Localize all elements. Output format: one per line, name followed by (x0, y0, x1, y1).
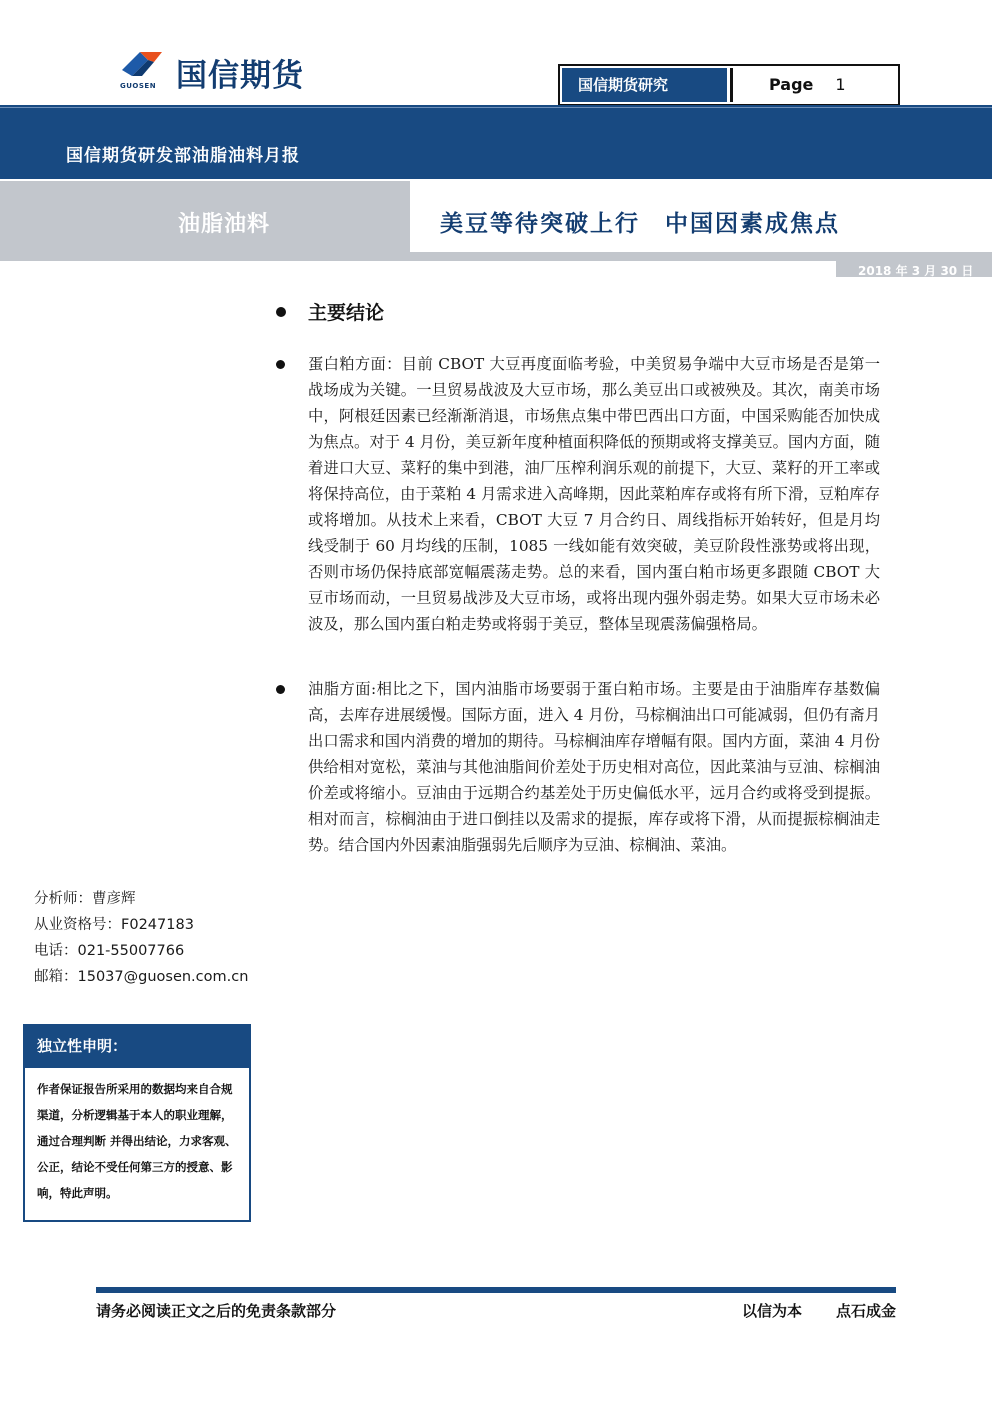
declaration-body: 作者保证报告所采用的数据均来自合规渠道，分析逻辑基于本人的职业理解，通过合理判断 并得出结论，力求客观、公正，结论不受任何第三方的授意、影响，特此声明。 (37, 1082, 237, 1200)
analyst-cert-label: 从业资格号： (34, 917, 121, 933)
bullet-icon (276, 685, 285, 694)
analyst-email-label: 邮箱： (34, 969, 78, 985)
report-title: 美豆等待突破上行 中国因素成焦点 (440, 210, 840, 237)
footer-divider (96, 1287, 896, 1293)
analyst-phone-label: 电话： (34, 943, 78, 959)
analyst-email: 15037@guosen.com.cn (77, 969, 249, 985)
bullet-icon (276, 360, 285, 369)
analyst-email-line (34, 964, 248, 990)
research-label: 国信期货研究 (562, 68, 727, 102)
section-band (0, 181, 992, 261)
analyst-name: 曹彦辉 (92, 891, 136, 907)
report-banner (0, 105, 992, 179)
main-conclusions-heading (276, 298, 384, 325)
banner-divider (0, 107, 992, 108)
analyst-name-line (34, 886, 248, 912)
analyst-name-label: 分析师： (34, 891, 92, 907)
disclaimer-notice: 请务必阅读正文之后的免责条款部分 (96, 1302, 337, 1320)
analyst-info (34, 886, 248, 990)
bullet-icon (276, 307, 286, 317)
page-indicator (730, 68, 894, 102)
analyst-phone: 021-55007766 (77, 943, 185, 959)
section-title-panel (410, 181, 992, 252)
section-category: 油脂油料 (178, 211, 271, 237)
footer-slogan (742, 1300, 896, 1321)
analyst-cert-line (34, 912, 248, 938)
date-strip (836, 261, 992, 277)
page-number: 1 (835, 75, 846, 94)
analyst-phone-line (34, 938, 248, 964)
logo-mark-icon (118, 48, 172, 82)
slogan-part-1: 以信为本 (741, 1302, 802, 1320)
paragraph-text: 油脂方面:相比之下，国内油脂市场要弱于蛋白粕市场。主要是由于油脂库存基数偏高，去库存进展缓慢。国际方面，进入 4 月份，马棕榈油出口可能减弱，但仍有斋月出口需求和国内消费的增加的期待。马棕榈油库存增幅有限。国内方面，菜油 4 月份供给相对宽松，菜油与其他油脂间价差处于历史相对高位，因此菜油与豆油、棕榈油价差或将缩小。豆油由于远期合约基差处于历史偏低水平，远月合约或将受到提振。相对而言，棕榈油由于进口倒挂以及需求的提振，库存或将下滑，从而提振棕榈油走势。结合国内外因素油脂强弱先后顺序为豆油、棕榈油、菜油。 (308, 680, 880, 854)
report-date: 2018 年 3 月 30 日 (858, 264, 974, 278)
analyst-cert: F0247183 (121, 917, 194, 933)
page-label: Page (769, 75, 814, 94)
page-indicator-box (558, 64, 900, 106)
independence-declaration (23, 1024, 251, 1222)
paragraph-text: 蛋白粕方面：目前 CBOT 大豆再度面临考验，中美贸易争端中大豆市场是否是第一战场成为关键。一旦贸易战波及大豆市场，那么美豆出口或被殃及。其次，南美市场中，阿根廷因素已经渐渐消退，市场焦点集中带巴西出口方面，中国采购能否加快成为焦点。对于 4 月份，美豆新年度种植面积降低的预期或将支撑美豆。国内方面，随着进口大豆、菜籽的集中到港，油厂压榨利润乐观的前提下，大豆、菜籽的开工率或将保持高位，由于菜粕 4 月需求进入高峰期，因此菜粕库存或将有所下滑，豆粕库存或将增加。从技术上来看，CBOT 大豆 7 月合约日、周线指标开始转好，但是月均线受制于 60 月均线的压制，1085 一线如能有效突破，美豆阶段性涨势或将出现，否则市场仍保持底部宽幅震荡走势。总的来看，国内蛋白粕市场更多跟随 CBOT 大豆市场而动，一旦贸易战涉及大豆市场，或将出现内强外弱走势。如果大豆市场未必波及，那么国内蛋白粕走势或将弱于美豆，整体呈现震荡偏强格局。 (308, 355, 880, 633)
logo-subtext: GUOSEN (120, 82, 157, 90)
paragraph-oils (308, 676, 880, 858)
paragraph-protein-meal (308, 351, 880, 637)
declaration-title: 独立性申明： (25, 1026, 249, 1068)
slogan-part-2: 点石成金 (835, 1302, 896, 1320)
report-series-title: 国信期货研发部油脂油料月报 (66, 146, 300, 166)
logo-text: 国信期货 (176, 58, 304, 94)
heading-text: 主要结论 (308, 302, 385, 324)
